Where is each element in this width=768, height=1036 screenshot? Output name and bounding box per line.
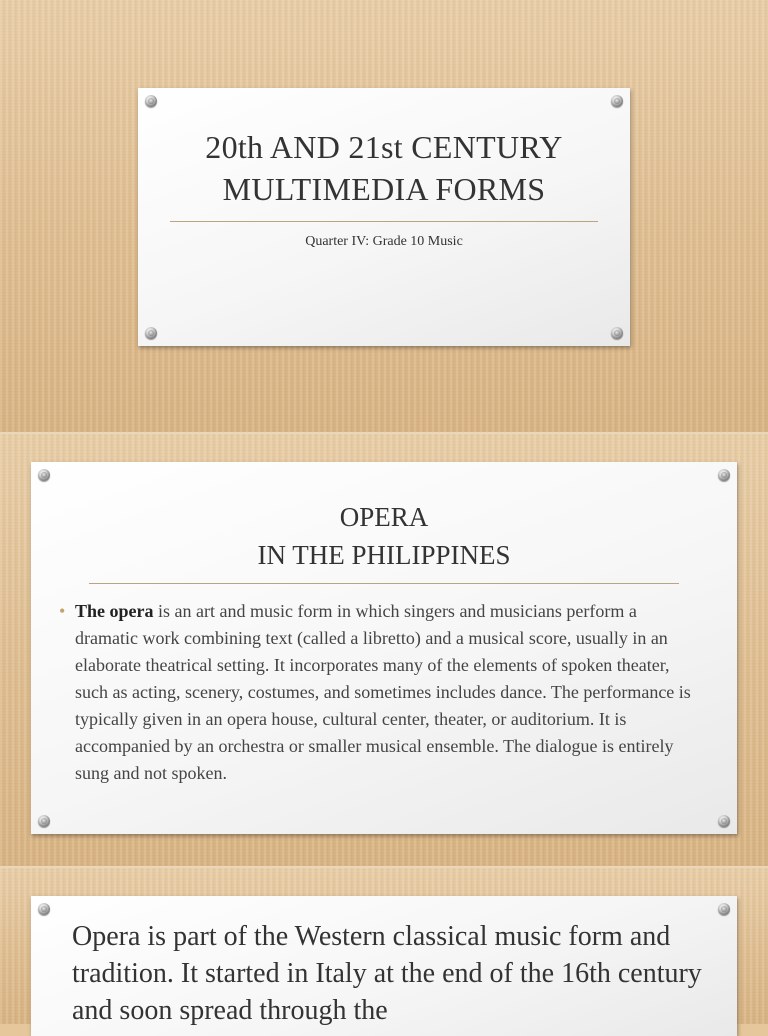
slide-title-line-1: OPERA [339, 502, 429, 532]
title-divider [170, 221, 598, 222]
slide-3 [0, 868, 768, 1024]
content-card [31, 896, 737, 1036]
bullet-bold-term: The opera [75, 601, 154, 621]
screw-icon [145, 95, 157, 107]
title-divider [89, 583, 679, 584]
slide-2 [0, 434, 768, 866]
slide-title [31, 498, 737, 574]
screw-icon [718, 903, 730, 915]
screw-icon [718, 815, 730, 827]
slide-title-line-1: 20th AND 21st CENTURY [205, 129, 563, 165]
slide-subtitle: Quarter IV: Grade 10 Music [305, 234, 463, 249]
screw-icon [145, 327, 157, 339]
screw-icon [38, 815, 50, 827]
slide-1 [0, 0, 768, 432]
title-card [138, 88, 630, 346]
bullet-icon: • [59, 601, 66, 621]
slide-title [138, 126, 630, 210]
slide-title-line-2: IN THE PHILIPPINES [257, 540, 511, 570]
screw-icon [38, 469, 50, 481]
bullet-item [59, 598, 695, 787]
screw-icon [611, 95, 623, 107]
screw-icon [611, 327, 623, 339]
content-card [31, 462, 737, 834]
slide-body-text: Opera is part of the Western classical music form and tradition. It started in Italy at the end of the 16th century and soon spread through the [72, 921, 702, 1026]
screw-icon [38, 903, 50, 915]
slide-title-line-2: MULTIMEDIA FORMS [222, 171, 546, 207]
bullet-text: is an art and music form in which singers and musicians perform a dramatic work combining text (called a libretto) and a musical score, usually in an elaborate theatrical setting. It incorporates many of the elements of spoken theater, such as acting, scenery, costumes, and sometimes includes dance. The performance is typically given in an opera house, cultural center, theater, or auditorium. It is accompanied by an orchestra or smaller musical ensemble. The dialogue is entirely sung and not spoken. [75, 601, 691, 783]
screw-icon [718, 469, 730, 481]
